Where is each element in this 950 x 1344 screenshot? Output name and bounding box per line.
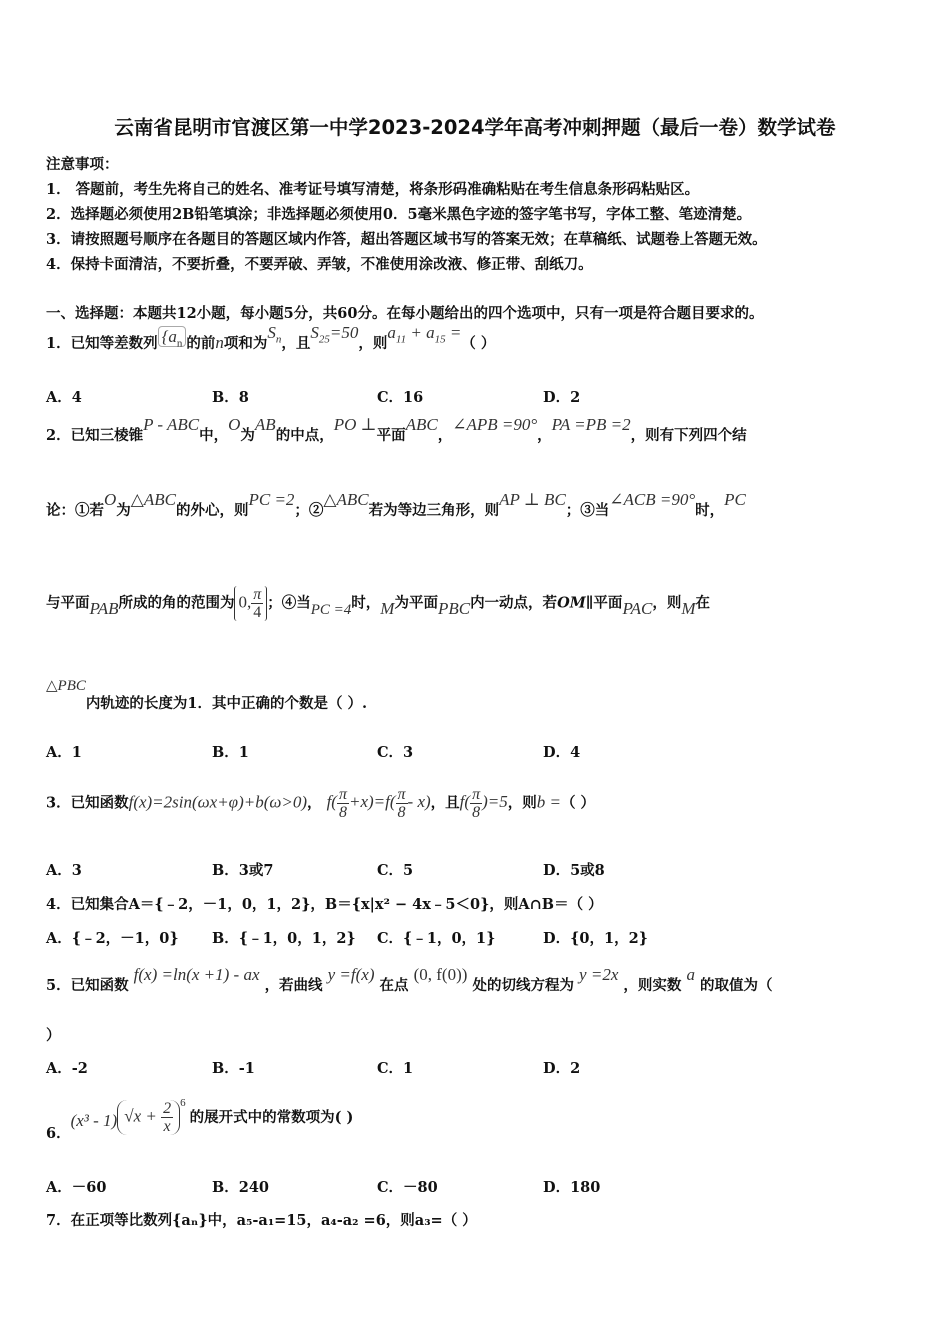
section-header: 一、选择题：本题共12小题，每小题5分，共60分。在每小题给出的四个选项中，只有一项是符合题目要求的。: [46, 305, 764, 322]
q1-option-c: C．16: [377, 389, 424, 406]
q3-option-c: C．5: [377, 862, 414, 879]
question-2-line-4: △PBC内轨迹的长度为1．其中正确的个数是（ ）.: [46, 678, 368, 712]
q3-equation: f( $\frac{\pi}{8}$ +x)=f( $\frac{\pi}{8}$ - x): [326, 786, 431, 821]
q6-option-b: B．240: [212, 1179, 270, 1196]
q5-option-c: C．1: [377, 1060, 414, 1077]
q2-option-a: A．1: [46, 744, 82, 761]
q6-binomial: √x + $\frac{2}{x}$: [117, 1100, 180, 1135]
q1-text: （ ）: [461, 335, 496, 352]
q5-option-d: D．2: [543, 1060, 581, 1077]
q1-seq: {$a_n$: [158, 326, 187, 347]
q3-option-b: B．3或7: [212, 862, 274, 879]
question-5: 5．已知函数 f(x) =ln(x +1) - ax ，若曲线 y =f(x) 在点 (0, f(0)) 处的切线方程为 y =2x ，则实数 a 的取值为（: [46, 965, 773, 994]
q1-text: 项和为: [223, 335, 268, 352]
question-6: 6．(x³ - 1) √x + $\frac{2}{x}$ $^6$的展开式中的常数项为( ): [46, 1096, 354, 1142]
q6-option-a: A．－60: [46, 1179, 107, 1196]
question-2-line-2: 论：①若O为△ABC的外心，则PC =2；②△ABC若为等边三角形，则AP ⊥ BC；③当∠ACB =90°时，PC: [46, 490, 746, 519]
q6-option-d: D．180: [543, 1179, 601, 1196]
q2-option-b: B．1: [212, 744, 249, 761]
q1-math: n: [215, 333, 224, 352]
q3-condition: f( $\frac{\pi}{8}$ )=5: [459, 786, 508, 821]
q5-close-paren: ）: [46, 1027, 61, 1044]
q4-option-a: A．{﹣2，－1，0}: [46, 930, 179, 947]
notice-item: 1． 答题前，考生先将自己的姓名、准考证号填写清楚，将条形码准确粘贴在考生信息条形码粘贴区。: [46, 181, 700, 198]
q2-option-c: C．3: [377, 744, 414, 761]
notice-heading: 注意事项：: [46, 156, 119, 173]
q2-interval: 0, $\frac{\pi}{4}$: [234, 586, 267, 621]
notice-item: 4．保持卡面清洁，不要折叠，不要弄破、弄皱，不准使用涂改液、修正带、刮纸刀。: [46, 256, 593, 273]
question-1: [46, 323, 496, 355]
q1-text: 的前: [186, 335, 216, 352]
q1-text: 1．已知等差数列: [46, 335, 158, 352]
q1-math: $a_{11} + a_{15}$ =: [387, 323, 462, 346]
q1-option-d: D．2: [543, 389, 581, 406]
q1-text: ，且: [281, 335, 311, 352]
question-7: 7．在正项等比数列{aₙ}中，a₅-a₁=15，a₄-a₂ =6，则a₃=（ ）: [46, 1212, 477, 1229]
q4-option-d: D．{0，1，2}: [543, 930, 648, 947]
question-2-line-1: 2．已知三棱锥P - ABC中，O为AB的中点，PO ⊥平面ABC，∠APB =90°，PA =PB =2，则有下列四个结: [46, 415, 747, 444]
q3-option-d: D．5或8: [543, 862, 605, 879]
q1-option-a: A．4: [46, 389, 82, 406]
q5-option-a: A．-2: [46, 1060, 88, 1077]
q2-option-d: D．4: [543, 744, 581, 761]
question-3: 3．已知函数f(x)=2sin(ωx+φ)+b(ω>0)， f( $\frac{\pi}{8}$ +x)=f( $\frac{\pi}{8}$ - x)，且f( $\frac{\pi}{8}$ )=5，则b =（ ）: [46, 786, 596, 821]
q3-option-a: A．3: [46, 862, 82, 879]
q1-text: ，则: [358, 335, 388, 352]
question-2-line-3: 与平面PAB所成的角的范围为 0, $\frac{\pi}{4}$ ；④当PC =4时，M为平面PBC内一动点，若OM∥平面PAC，则M在: [46, 586, 711, 621]
q6-option-c: C．－80: [377, 1179, 438, 1196]
q5-option-b: B．-1: [212, 1060, 255, 1077]
q1-math: $S_n$: [267, 323, 282, 346]
q1-math: $S_{25}=50$: [310, 323, 359, 346]
q1-option-b: B．8: [212, 389, 249, 406]
notice-item: 2．选择题必须使用2B铅笔填涂；非选择题必须使用0．5毫米黑色字迹的签字笔书写，字体工整、笔迹清楚。: [46, 206, 752, 223]
question-4: 4．已知集合A＝{﹣2，－1，0，1，2}，B＝{x|x² − 4x﹣5＜0}，则A∩B＝（ ）: [46, 896, 603, 913]
q4-option-b: B．{﹣1，0，1，2}: [212, 930, 356, 947]
exam-title: 云南省昆明市官渡区第一中学2023-2024学年高考冲刺押题（最后一卷）数学试卷: [114, 116, 836, 139]
notice-item: 3．请按照题号顺序在各题目的答题区域内作答，超出答题区域书写的答案无效；在草稿纸、试题卷上答题无效。: [46, 231, 767, 248]
q4-option-c: C．{﹣1，0，1}: [377, 930, 496, 947]
